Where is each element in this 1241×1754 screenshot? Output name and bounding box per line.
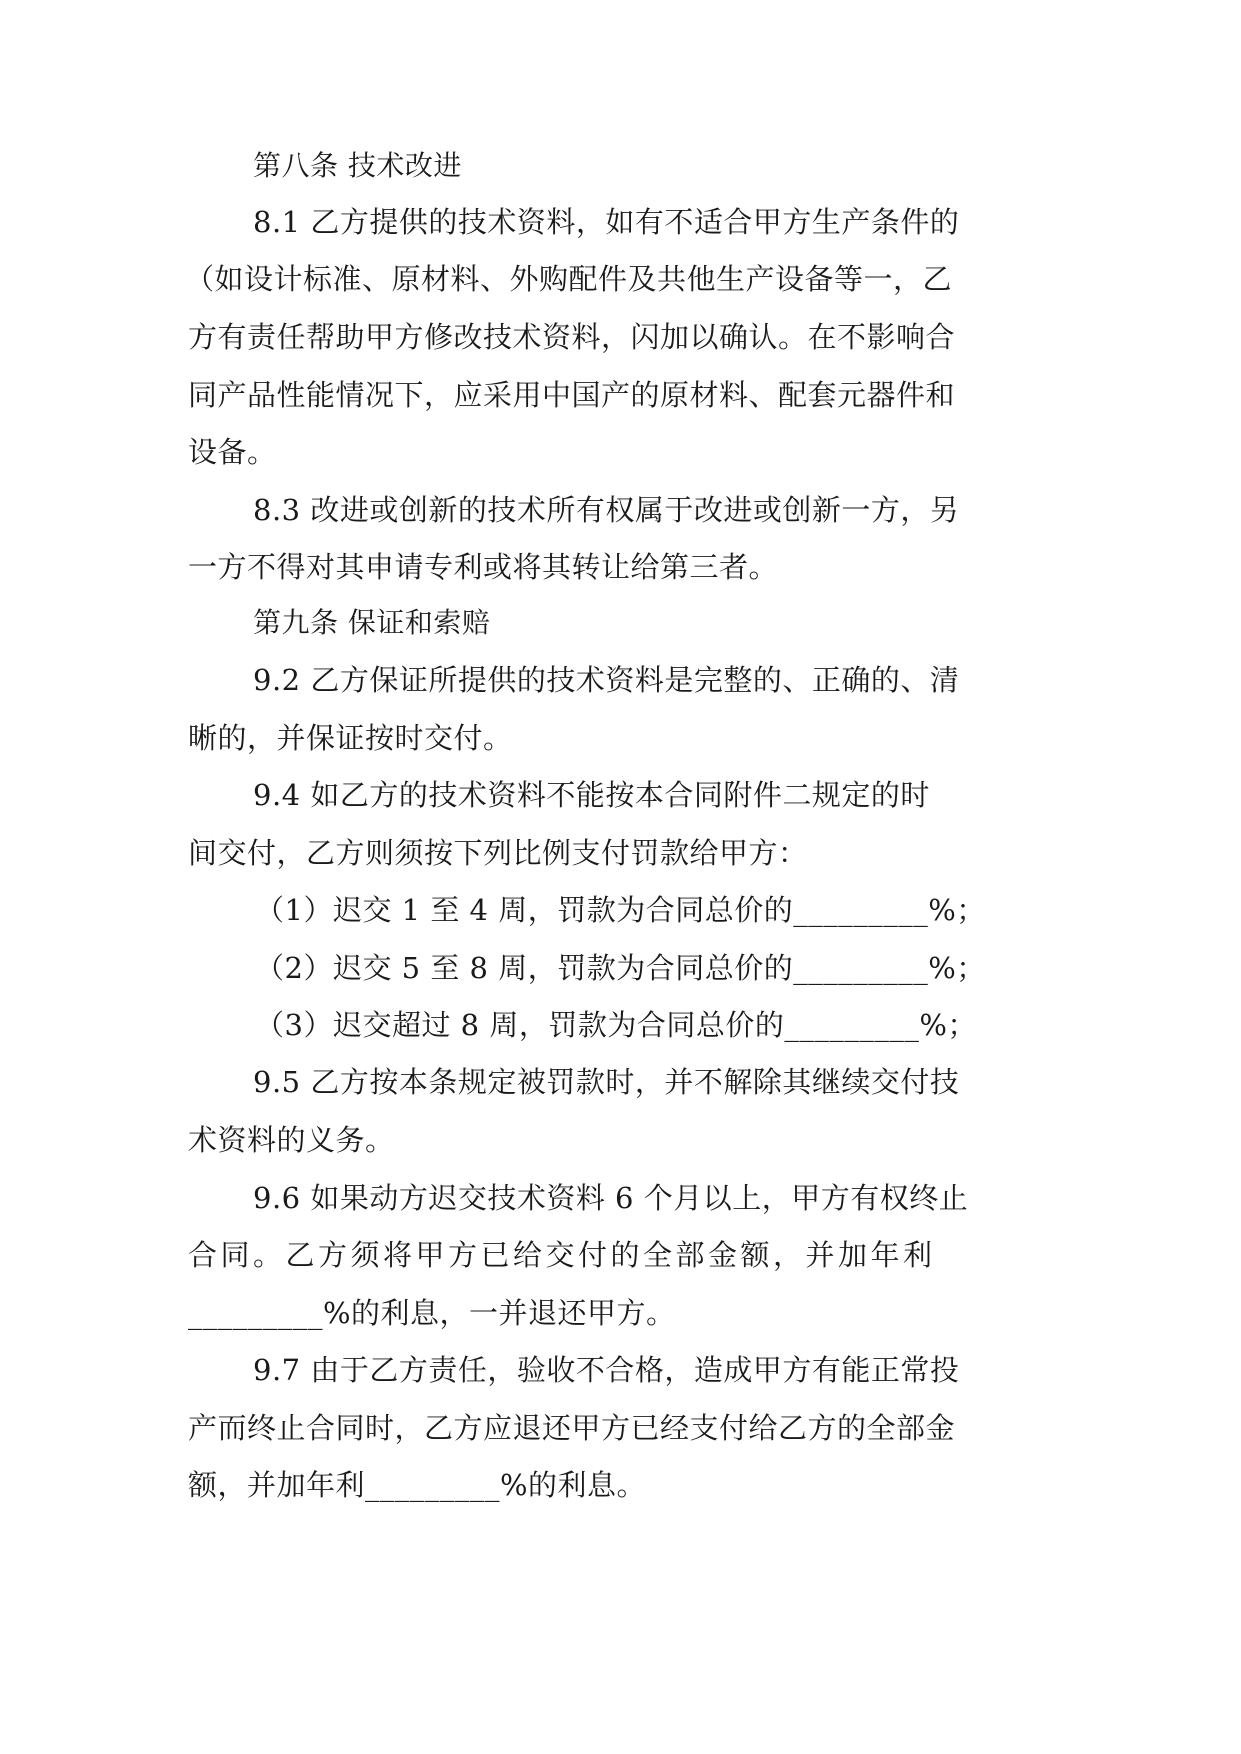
clause-8-3-line-1: 8.3 改进或创新的技术所有权属于改进或创新一方，另: [253, 493, 960, 527]
article-9-heading: 第九条 保证和索赔: [253, 606, 491, 639]
clause-8-1-line-1: 8.1 乙方提供的技术资料，如有不适合甲方生产条件的: [253, 205, 960, 239]
clause-9-7-line-3: 额，并加年利_________%的利息。: [188, 1468, 647, 1502]
clause-9-2-line-2: 晰的，并保证按时交付。: [188, 721, 513, 755]
penalty-item-2: （2）迟交 5 至 8 周，罚款为合同总价的_________%；: [255, 951, 986, 985]
clause-9-6-line-3: _________%的利息，一并退还甲方。: [188, 1296, 676, 1330]
clause-9-6-line-2: 合同。乙方须将甲方已给交付的全部金额，并加年利: [188, 1238, 936, 1272]
clause-9-4-line-2: 间交付，乙方则须按下列比例支付罚款给甲方：: [188, 836, 808, 870]
clause-9-6-line-1: 9.6 如果动方迟交技术资料 6 个月以上，甲方有权终止: [253, 1181, 969, 1215]
clause-9-7-line-2: 产而终止合同时，乙方应退还甲方已经支付给乙方的全部金: [188, 1411, 956, 1445]
clause-8-3-line-2: 一方不得对其申请专利或将其转让给第三者。: [188, 550, 779, 584]
clause-8-1-line-2: （如设计标准、原材料、外购配件及共他生产设备等一，乙: [185, 262, 953, 296]
clause-8-1-line-4: 同产品性能情况下，应采用中国产的原材料、配套元器件和: [188, 378, 956, 412]
clause-9-5-line-2: 术资料的义务。: [188, 1123, 395, 1157]
article-8-heading: 第八条 技术改进: [253, 149, 462, 182]
clause-9-5-line-1: 9.5 乙方按本条规定被罚款时，并不解除其继续交付技: [253, 1065, 960, 1099]
clause-9-2-line-1: 9.2 乙方保证所提供的技术资料是完整的、正确的、清: [253, 663, 960, 697]
penalty-item-3: （3）迟交超过 8 周，罚款为合同总价的_________%；: [255, 1008, 977, 1042]
clause-9-7-line-1: 9.7 由于乙方责任，验收不合格，造成甲方有能正常投: [253, 1353, 960, 1387]
clause-9-4-line-1: 9.4 如乙方的技术资料不能按本合同附件二规定的时: [253, 778, 930, 812]
penalty-item-1: （1）迟交 1 至 4 周，罚款为合同总价的_________%；: [255, 893, 986, 927]
clause-8-1-line-5: 设备。: [188, 435, 277, 469]
clause-8-1-line-3: 方有责任帮助甲方修改技术资料，闪加以确认。在不影响合: [188, 320, 956, 354]
